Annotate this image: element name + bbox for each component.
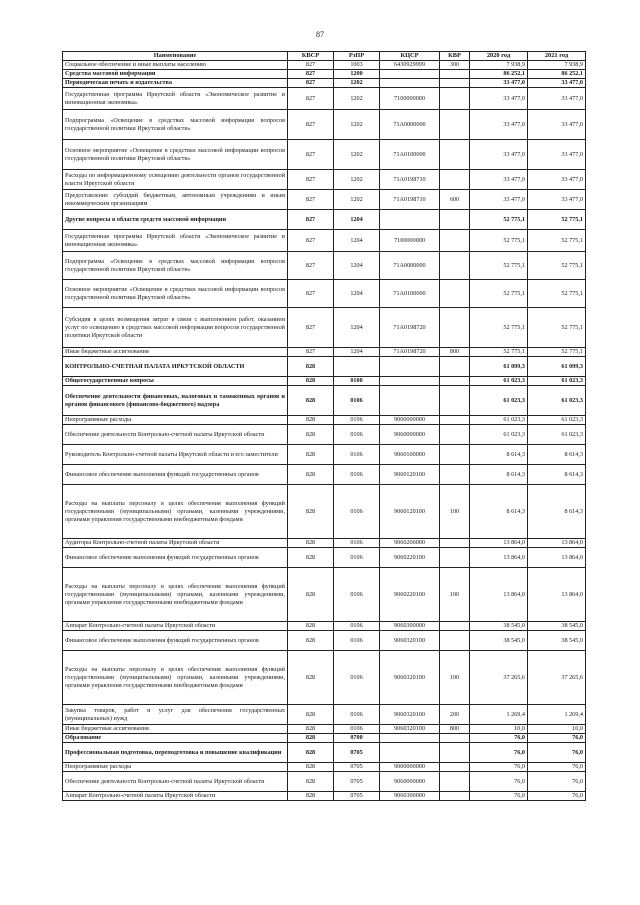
row-2021: 10,0 bbox=[528, 725, 586, 734]
row-2020: 76,0 bbox=[470, 734, 528, 743]
table-row bbox=[63, 425, 586, 445]
table-row bbox=[63, 539, 586, 548]
row-kvsr: 827 bbox=[288, 348, 334, 357]
row-rzpr: 0106 bbox=[334, 539, 380, 548]
row-name: Периодическая печать и издательства bbox=[63, 79, 288, 88]
row-name: Основное мероприятие «Освещение в средствах массовой информации вопросов государственной политики Иркутской области» bbox=[63, 140, 288, 170]
row-kvr bbox=[440, 548, 470, 568]
row-2021: 52 775,1 bbox=[528, 308, 586, 348]
row-rzpr: 0106 bbox=[334, 445, 380, 465]
row-2021: 33 477,0 bbox=[528, 140, 586, 170]
row-2021: 13 864,0 bbox=[528, 548, 586, 568]
row-rzpr: 0705 bbox=[334, 772, 380, 792]
row-kvr bbox=[440, 79, 470, 88]
row-kvsr: 828 bbox=[288, 539, 334, 548]
row-kcsr: 9060320100 bbox=[380, 631, 440, 651]
row-2020: 13 864,0 bbox=[470, 548, 528, 568]
row-kcsr: 9060120100 bbox=[380, 465, 440, 485]
row-2021: 52 775,1 bbox=[528, 252, 586, 280]
row-kvr bbox=[440, 763, 470, 772]
row-name: Образование bbox=[63, 734, 288, 743]
table-body bbox=[63, 61, 586, 801]
row-kcsr: 9000000000 bbox=[380, 763, 440, 772]
row-kvr: 100 bbox=[440, 568, 470, 622]
row-2020: 10,0 bbox=[470, 725, 528, 734]
row-2021: 7 938,9 bbox=[528, 61, 586, 70]
row-2020: 7 938,9 bbox=[470, 61, 528, 70]
row-name: Расходы на выплаты персоналу в целях обеспечения выполнения функций государственными (муниципальными) органами, казенными учреждениями, органами управления государственными внебюджетными фондами bbox=[63, 651, 288, 705]
row-2021: 86 252,1 bbox=[528, 70, 586, 79]
row-kvr bbox=[440, 210, 470, 230]
row-kvsr: 828 bbox=[288, 568, 334, 622]
table-row bbox=[63, 651, 586, 705]
row-name: Иные бюджетные ассигнования bbox=[63, 348, 288, 357]
table-row bbox=[63, 568, 586, 622]
row-kvsr: 827 bbox=[288, 210, 334, 230]
row-2020: 61 023,3 bbox=[470, 386, 528, 416]
row-kcsr: 71А0100000 bbox=[380, 140, 440, 170]
row-kvsr: 827 bbox=[288, 61, 334, 70]
row-rzpr: 0100 bbox=[334, 377, 380, 386]
row-kvsr: 827 bbox=[288, 170, 334, 190]
row-kvr bbox=[440, 230, 470, 252]
row-rzpr: 1200 bbox=[334, 70, 380, 79]
row-2020: 52 775,1 bbox=[470, 252, 528, 280]
row-kvr bbox=[440, 772, 470, 792]
row-2020: 13 864,0 bbox=[470, 568, 528, 622]
row-kvsr: 828 bbox=[288, 734, 334, 743]
row-2021: 8 614,3 bbox=[528, 445, 586, 465]
row-rzpr: 1202 bbox=[334, 79, 380, 88]
row-kvsr: 827 bbox=[288, 308, 334, 348]
table-row bbox=[63, 772, 586, 792]
row-2020: 33 477,0 bbox=[470, 79, 528, 88]
row-2021: 38 545,0 bbox=[528, 631, 586, 651]
row-2021: 76,0 bbox=[528, 743, 586, 763]
row-kcsr: 9060300000 bbox=[380, 622, 440, 631]
row-kcsr: 9000000000 bbox=[380, 416, 440, 425]
row-kvsr: 828 bbox=[288, 763, 334, 772]
row-kvsr: 828 bbox=[288, 386, 334, 416]
row-rzpr: 1003 bbox=[334, 61, 380, 70]
row-rzpr: 0106 bbox=[334, 725, 380, 734]
row-2020: 38 545,0 bbox=[470, 631, 528, 651]
row-kvsr: 828 bbox=[288, 485, 334, 539]
row-rzpr: 1202 bbox=[334, 190, 380, 210]
row-name: Расходы по информационному освещению деятельности органов государственной власти Иркутской области bbox=[63, 170, 288, 190]
table-row bbox=[63, 61, 586, 70]
row-2020: 33 477,0 bbox=[470, 140, 528, 170]
row-kvr bbox=[440, 622, 470, 631]
row-rzpr: 0705 bbox=[334, 743, 380, 763]
row-name: КОНТРОЛЬНО-СЧЕТНАЯ ПАЛАТА ИРКУТСКОЙ ОБЛАСТИ bbox=[63, 357, 288, 377]
row-name: Государственная программа Иркутской области «Экономическое развитие и инновационная экономика» bbox=[63, 230, 288, 252]
row-name: Обеспечение деятельности финансовых, налоговых и таможенных органов и органов финансового (финансово-бюджетного) надзора bbox=[63, 386, 288, 416]
row-name: Аудиторы Контрольно-счетной палаты Иркутской области bbox=[63, 539, 288, 548]
row-kvsr: 828 bbox=[288, 743, 334, 763]
row-2021: 33 477,0 bbox=[528, 88, 586, 110]
row-2021: 61 023,3 bbox=[528, 425, 586, 445]
row-rzpr: 0106 bbox=[334, 465, 380, 485]
row-name: Средства массовой информации bbox=[63, 70, 288, 79]
row-2020: 52 775,1 bbox=[470, 280, 528, 308]
table-header-row bbox=[63, 52, 586, 61]
row-rzpr: 0106 bbox=[334, 548, 380, 568]
row-kvr bbox=[440, 416, 470, 425]
table-row bbox=[63, 734, 586, 743]
row-kvsr: 828 bbox=[288, 425, 334, 445]
row-2021: 61 023,3 bbox=[528, 386, 586, 416]
row-kcsr: 9060000000 bbox=[380, 425, 440, 445]
row-kvr: 800 bbox=[440, 348, 470, 357]
row-rzpr: 0106 bbox=[334, 705, 380, 725]
row-kvsr: 827 bbox=[288, 190, 334, 210]
row-kvsr: 827 bbox=[288, 110, 334, 140]
table-row bbox=[63, 70, 586, 79]
row-rzpr: 0106 bbox=[334, 416, 380, 425]
row-kvsr: 828 bbox=[288, 651, 334, 705]
row-kvr bbox=[440, 170, 470, 190]
row-rzpr: 1202 bbox=[334, 110, 380, 140]
row-rzpr: 0705 bbox=[334, 792, 380, 801]
table-row bbox=[63, 485, 586, 539]
row-kvsr: 827 bbox=[288, 88, 334, 110]
table-row bbox=[63, 445, 586, 465]
row-kvsr: 828 bbox=[288, 792, 334, 801]
row-kvsr: 827 bbox=[288, 79, 334, 88]
row-rzpr: 1204 bbox=[334, 280, 380, 308]
row-kcsr: 9060200000 bbox=[380, 539, 440, 548]
row-kvr bbox=[440, 252, 470, 280]
table-row bbox=[63, 140, 586, 170]
header-kcsr: КЦСР bbox=[380, 52, 440, 61]
row-2020: 76,0 bbox=[470, 743, 528, 763]
row-kcsr: 9060100000 bbox=[380, 445, 440, 465]
table-row bbox=[63, 252, 586, 280]
table-row bbox=[63, 763, 586, 772]
row-kcsr: 9060220100 bbox=[380, 568, 440, 622]
row-2020: 52 775,1 bbox=[470, 230, 528, 252]
row-rzpr: 0106 bbox=[334, 651, 380, 705]
row-2020: 76,0 bbox=[470, 772, 528, 792]
budget-table bbox=[62, 51, 586, 801]
row-2020: 86 252,1 bbox=[470, 70, 528, 79]
row-2020: 33 477,0 bbox=[470, 88, 528, 110]
table-row bbox=[63, 170, 586, 190]
table-row bbox=[63, 79, 586, 88]
row-name: Аппарат Контрольно-счетной палаты Иркутской области bbox=[63, 792, 288, 801]
row-2020: 52 775,1 bbox=[470, 348, 528, 357]
row-kvr bbox=[440, 743, 470, 763]
row-rzpr: 1202 bbox=[334, 140, 380, 170]
row-2021: 76,0 bbox=[528, 734, 586, 743]
row-kcsr: 71А0000000 bbox=[380, 110, 440, 140]
row-name: Социальное обеспечение и иные выплаты населению bbox=[63, 61, 288, 70]
row-2021: 13 864,0 bbox=[528, 568, 586, 622]
table-row bbox=[63, 88, 586, 110]
row-rzpr: 1204 bbox=[334, 252, 380, 280]
row-rzpr: 1204 bbox=[334, 210, 380, 230]
row-name: Обеспечение деятельности Контрольно-счетной палаты Иркутской области bbox=[63, 772, 288, 792]
header-2021: 2021 год bbox=[528, 52, 586, 61]
row-rzpr: 1202 bbox=[334, 170, 380, 190]
row-name: Непрограммные расходы bbox=[63, 416, 288, 425]
row-rzpr: 0106 bbox=[334, 622, 380, 631]
row-kvr: 200 bbox=[440, 705, 470, 725]
row-kcsr bbox=[380, 734, 440, 743]
table-row bbox=[63, 230, 586, 252]
header-name: Наименование bbox=[63, 52, 288, 61]
row-2021: 1 269,4 bbox=[528, 705, 586, 725]
row-name: Общегосударственные вопросы bbox=[63, 377, 288, 386]
table-row bbox=[63, 622, 586, 631]
row-rzpr: 1202 bbox=[334, 88, 380, 110]
row-kcsr: 7100000000 bbox=[380, 230, 440, 252]
row-name: Обеспечение деятельности Контрольно-счетной палаты Иркутской области bbox=[63, 425, 288, 445]
table-row bbox=[63, 110, 586, 140]
row-name: Аппарат Контрольно-счетной палаты Иркутской области bbox=[63, 622, 288, 631]
row-rzpr: 1204 bbox=[334, 308, 380, 348]
row-2021: 33 477,0 bbox=[528, 170, 586, 190]
row-kcsr bbox=[380, 70, 440, 79]
row-kcsr: 71А0198710 bbox=[380, 170, 440, 190]
row-kcsr: 71А0198720 bbox=[380, 308, 440, 348]
row-name: Непрограммные расходы bbox=[63, 763, 288, 772]
row-kvsr: 828 bbox=[288, 705, 334, 725]
row-kcsr bbox=[380, 386, 440, 416]
row-2021: 37 265,6 bbox=[528, 651, 586, 705]
row-2020: 52 775,1 bbox=[470, 210, 528, 230]
row-name: Подпрограмма «Освещение в средствах массовой информации вопросов государственной политики Иркутской области» bbox=[63, 110, 288, 140]
table-row bbox=[63, 705, 586, 725]
row-kvsr: 828 bbox=[288, 548, 334, 568]
row-name: Предоставление субсидий бюджетным, автономным учреждениям и иным некоммерческим организациям bbox=[63, 190, 288, 210]
row-name: Государственная программа Иркутской области «Экономическое развитие и инновационная экономика» bbox=[63, 88, 288, 110]
row-2020: 52 775,1 bbox=[470, 308, 528, 348]
row-2021: 33 477,0 bbox=[528, 110, 586, 140]
table-row bbox=[63, 377, 586, 386]
row-rzpr: 0106 bbox=[334, 425, 380, 445]
row-kvr bbox=[440, 110, 470, 140]
row-2020: 33 477,0 bbox=[470, 170, 528, 190]
row-kvr bbox=[440, 377, 470, 386]
row-2020: 61 023,3 bbox=[470, 377, 528, 386]
row-rzpr: 0700 bbox=[334, 734, 380, 743]
row-name: Подпрограмма «Освещение в средствах массовой информации вопросов государственной политики Иркутской области» bbox=[63, 252, 288, 280]
row-rzpr: 0106 bbox=[334, 485, 380, 539]
row-kcsr: 7100000000 bbox=[380, 88, 440, 110]
row-2021: 8 614,3 bbox=[528, 465, 586, 485]
row-kvsr: 828 bbox=[288, 445, 334, 465]
row-2021: 76,0 bbox=[528, 792, 586, 801]
row-kvsr: 827 bbox=[288, 70, 334, 79]
row-kvr: 100 bbox=[440, 651, 470, 705]
row-kvsr: 827 bbox=[288, 252, 334, 280]
row-2020: 33 477,0 bbox=[470, 110, 528, 140]
row-kvr bbox=[440, 445, 470, 465]
row-kvr bbox=[440, 88, 470, 110]
row-kvr bbox=[440, 70, 470, 79]
row-kvsr: 828 bbox=[288, 357, 334, 377]
row-2021: 33 477,0 bbox=[528, 79, 586, 88]
row-2021: 52 775,1 bbox=[528, 280, 586, 308]
row-2021: 61 099,3 bbox=[528, 357, 586, 377]
row-kvr bbox=[440, 734, 470, 743]
row-name: Расходы на выплаты персоналу в целях обеспечения выполнения функций государственными (муниципальными) органами, казенными учреждениями, органами управления государственными внебюджетными фондами bbox=[63, 568, 288, 622]
row-kcsr bbox=[380, 210, 440, 230]
row-2020: 8 614,3 bbox=[470, 485, 528, 539]
row-kvsr: 827 bbox=[288, 230, 334, 252]
row-kvr bbox=[440, 465, 470, 485]
row-name: Руководитель Контрольно-счетной палаты Иркутской области и его заместители bbox=[63, 445, 288, 465]
row-name: Финансовое обеспечение выполнения функций государственных органов bbox=[63, 548, 288, 568]
row-kcsr: 9060220100 bbox=[380, 548, 440, 568]
row-kcsr bbox=[380, 377, 440, 386]
row-kvr bbox=[440, 140, 470, 170]
row-kvr bbox=[440, 308, 470, 348]
row-kcsr: 9060000000 bbox=[380, 772, 440, 792]
row-kvr bbox=[440, 425, 470, 445]
table-row bbox=[63, 548, 586, 568]
row-kcsr: 71А0198720 bbox=[380, 348, 440, 357]
row-kcsr bbox=[380, 79, 440, 88]
row-2020: 33 477,0 bbox=[470, 190, 528, 210]
row-kvr bbox=[440, 386, 470, 416]
row-name: Иные бюджетные ассигнования bbox=[63, 725, 288, 734]
row-rzpr: 0705 bbox=[334, 763, 380, 772]
row-kvsr: 828 bbox=[288, 416, 334, 425]
table-row bbox=[63, 308, 586, 348]
row-kvsr: 828 bbox=[288, 377, 334, 386]
row-kvsr: 827 bbox=[288, 140, 334, 170]
row-2020: 1 269,4 bbox=[470, 705, 528, 725]
table-row bbox=[63, 357, 586, 377]
row-kcsr: 9060320100 bbox=[380, 651, 440, 705]
table-row bbox=[63, 280, 586, 308]
row-name: Профессиональная подготовка, переподготовка и повышение квалификации bbox=[63, 743, 288, 763]
table-row bbox=[63, 725, 586, 734]
row-2020: 76,0 bbox=[470, 763, 528, 772]
row-2021: 52 775,1 bbox=[528, 210, 586, 230]
row-kvr: 100 bbox=[440, 485, 470, 539]
row-name: Финансовое обеспечение выполнения функций государственных органов bbox=[63, 631, 288, 651]
row-kcsr: 6430929999 bbox=[380, 61, 440, 70]
row-name: Финансовое обеспечение выполнения функций государственных органов bbox=[63, 465, 288, 485]
table-row bbox=[63, 210, 586, 230]
row-kcsr: 71А0000000 bbox=[380, 252, 440, 280]
table-row bbox=[63, 190, 586, 210]
row-kvr bbox=[440, 280, 470, 308]
row-2021: 52 775,1 bbox=[528, 230, 586, 252]
row-2020: 61 023,3 bbox=[470, 416, 528, 425]
row-kcsr: 9060120100 bbox=[380, 485, 440, 539]
table-row bbox=[63, 743, 586, 763]
row-kvr bbox=[440, 357, 470, 377]
row-2021: 76,0 bbox=[528, 763, 586, 772]
row-kvr: 600 bbox=[440, 190, 470, 210]
row-kvsr: 828 bbox=[288, 725, 334, 734]
row-kvr bbox=[440, 631, 470, 651]
row-2021: 61 023,3 bbox=[528, 377, 586, 386]
header-rzpr: РзПР bbox=[334, 52, 380, 61]
row-2021: 8 614,3 bbox=[528, 485, 586, 539]
row-kvr: 300 bbox=[440, 61, 470, 70]
row-2020: 76,0 bbox=[470, 792, 528, 801]
row-kvsr: 828 bbox=[288, 772, 334, 792]
row-2020: 61 023,3 bbox=[470, 425, 528, 445]
row-kvsr: 828 bbox=[288, 631, 334, 651]
row-name: Закупка товаров, работ и услуг для обеспечения государственных (муниципальных) нужд bbox=[63, 705, 288, 725]
row-name: Расходы на выплаты персоналу в целях обеспечения выполнения функций государственными (муниципальными) органами, казенными учреждениями, органами управления государственными внебюджетными фондами bbox=[63, 485, 288, 539]
row-2020: 61 099,3 bbox=[470, 357, 528, 377]
row-kvsr: 827 bbox=[288, 280, 334, 308]
row-rzpr: 1204 bbox=[334, 348, 380, 357]
row-2021: 52 775,1 bbox=[528, 348, 586, 357]
row-2020: 38 545,0 bbox=[470, 622, 528, 631]
row-kvr: 800 bbox=[440, 725, 470, 734]
table-row bbox=[63, 416, 586, 425]
row-name: Другие вопросы в области средств массовой информации bbox=[63, 210, 288, 230]
page-number: 87 bbox=[316, 30, 324, 39]
row-kvsr: 828 bbox=[288, 465, 334, 485]
row-2021: 33 477,0 bbox=[528, 190, 586, 210]
row-2020: 8 614,3 bbox=[470, 445, 528, 465]
row-2020: 37 265,6 bbox=[470, 651, 528, 705]
row-2021: 76,0 bbox=[528, 772, 586, 792]
row-kcsr: 71А0198710 bbox=[380, 190, 440, 210]
table-row bbox=[63, 792, 586, 801]
table-row bbox=[63, 386, 586, 416]
header-kvr: КВР bbox=[440, 52, 470, 61]
row-rzpr: 0106 bbox=[334, 568, 380, 622]
row-rzpr: 0106 bbox=[334, 386, 380, 416]
header-2020: 2020 год bbox=[470, 52, 528, 61]
row-name: Субсидия в целях возмещения затрат в связи с выполнением работ, оказанием услуг по освещению в средствах массовой информации вопросов государственной политики Иркутской области bbox=[63, 308, 288, 348]
row-kcsr bbox=[380, 357, 440, 377]
row-2020: 13 864,0 bbox=[470, 539, 528, 548]
row-kvr bbox=[440, 539, 470, 548]
row-kcsr: 9060320100 bbox=[380, 725, 440, 734]
row-rzpr: 1204 bbox=[334, 230, 380, 252]
table-row bbox=[63, 631, 586, 651]
row-kcsr bbox=[380, 743, 440, 763]
row-kcsr: 9060320100 bbox=[380, 705, 440, 725]
row-kcsr: 9060300000 bbox=[380, 792, 440, 801]
row-rzpr bbox=[334, 357, 380, 377]
row-2021: 38 545,0 bbox=[528, 622, 586, 631]
row-kvr bbox=[440, 792, 470, 801]
row-2021: 61 023,3 bbox=[528, 416, 586, 425]
table-row bbox=[63, 465, 586, 485]
row-kvsr: 828 bbox=[288, 622, 334, 631]
row-2020: 8 614,3 bbox=[470, 465, 528, 485]
table-row bbox=[63, 348, 586, 357]
row-kcsr: 71А0100000 bbox=[380, 280, 440, 308]
row-name: Основное мероприятие «Освещение в средствах массовой информации вопросов государственной политики Иркутской области» bbox=[63, 280, 288, 308]
row-rzpr: 0106 bbox=[334, 631, 380, 651]
header-kvsr: КВСР bbox=[288, 52, 334, 61]
row-2021: 13 864,0 bbox=[528, 539, 586, 548]
